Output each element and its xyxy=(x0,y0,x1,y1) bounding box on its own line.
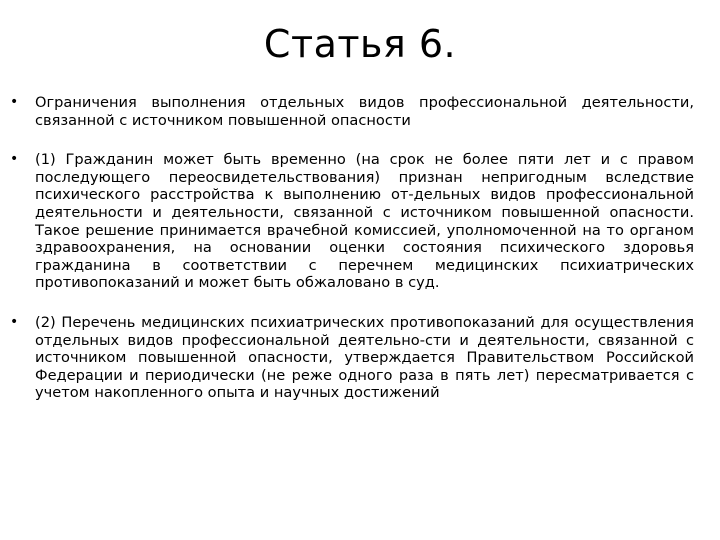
bullet-text-1: Ограничения выполнения отдельных видов профессиональной деятельности, связанной с источником повышенной опасности xyxy=(35,94,694,129)
bullet-icon: • xyxy=(10,313,19,330)
bullet-item-3 xyxy=(10,314,694,402)
bullet-item-2 xyxy=(10,151,694,292)
slide-title: Статья 6. xyxy=(263,22,457,66)
bullet-text-2: (1) Гражданин может быть временно (на срок не более пяти лет и с правом последующего переосвидетельствования) признан непригодным вследствие психического расстройства к выполнению от-дельных видов профессиональной деятельности и деятельности, связанной с источником повышенной опасности. Такое решение принимается врачебной комиссией, уполномоченной на то органом здравоохранения, на основании оценки состояния психического здоровья гражданина в соответствии с перечнем медицинских психиатрических противопоказаний и может быть обжаловано в суд. xyxy=(35,151,694,292)
bullet-icon: • xyxy=(10,94,19,110)
bullet-list xyxy=(10,94,694,418)
bullet-text-3: (2) Перечень медицинских психиатрических противопоказаний для осуществления отдельных видов профессиональной деятельно-сти и деятельности, связанной с источником повышенной опасности, утверждается Правительством Российской Федерации и периодически (не реже одного раза в пять лет) пересматривается с учетом накопленного опыта и научных достижений xyxy=(35,313,694,402)
bullet-icon: • xyxy=(10,151,19,168)
bullet-item-1 xyxy=(10,94,694,129)
